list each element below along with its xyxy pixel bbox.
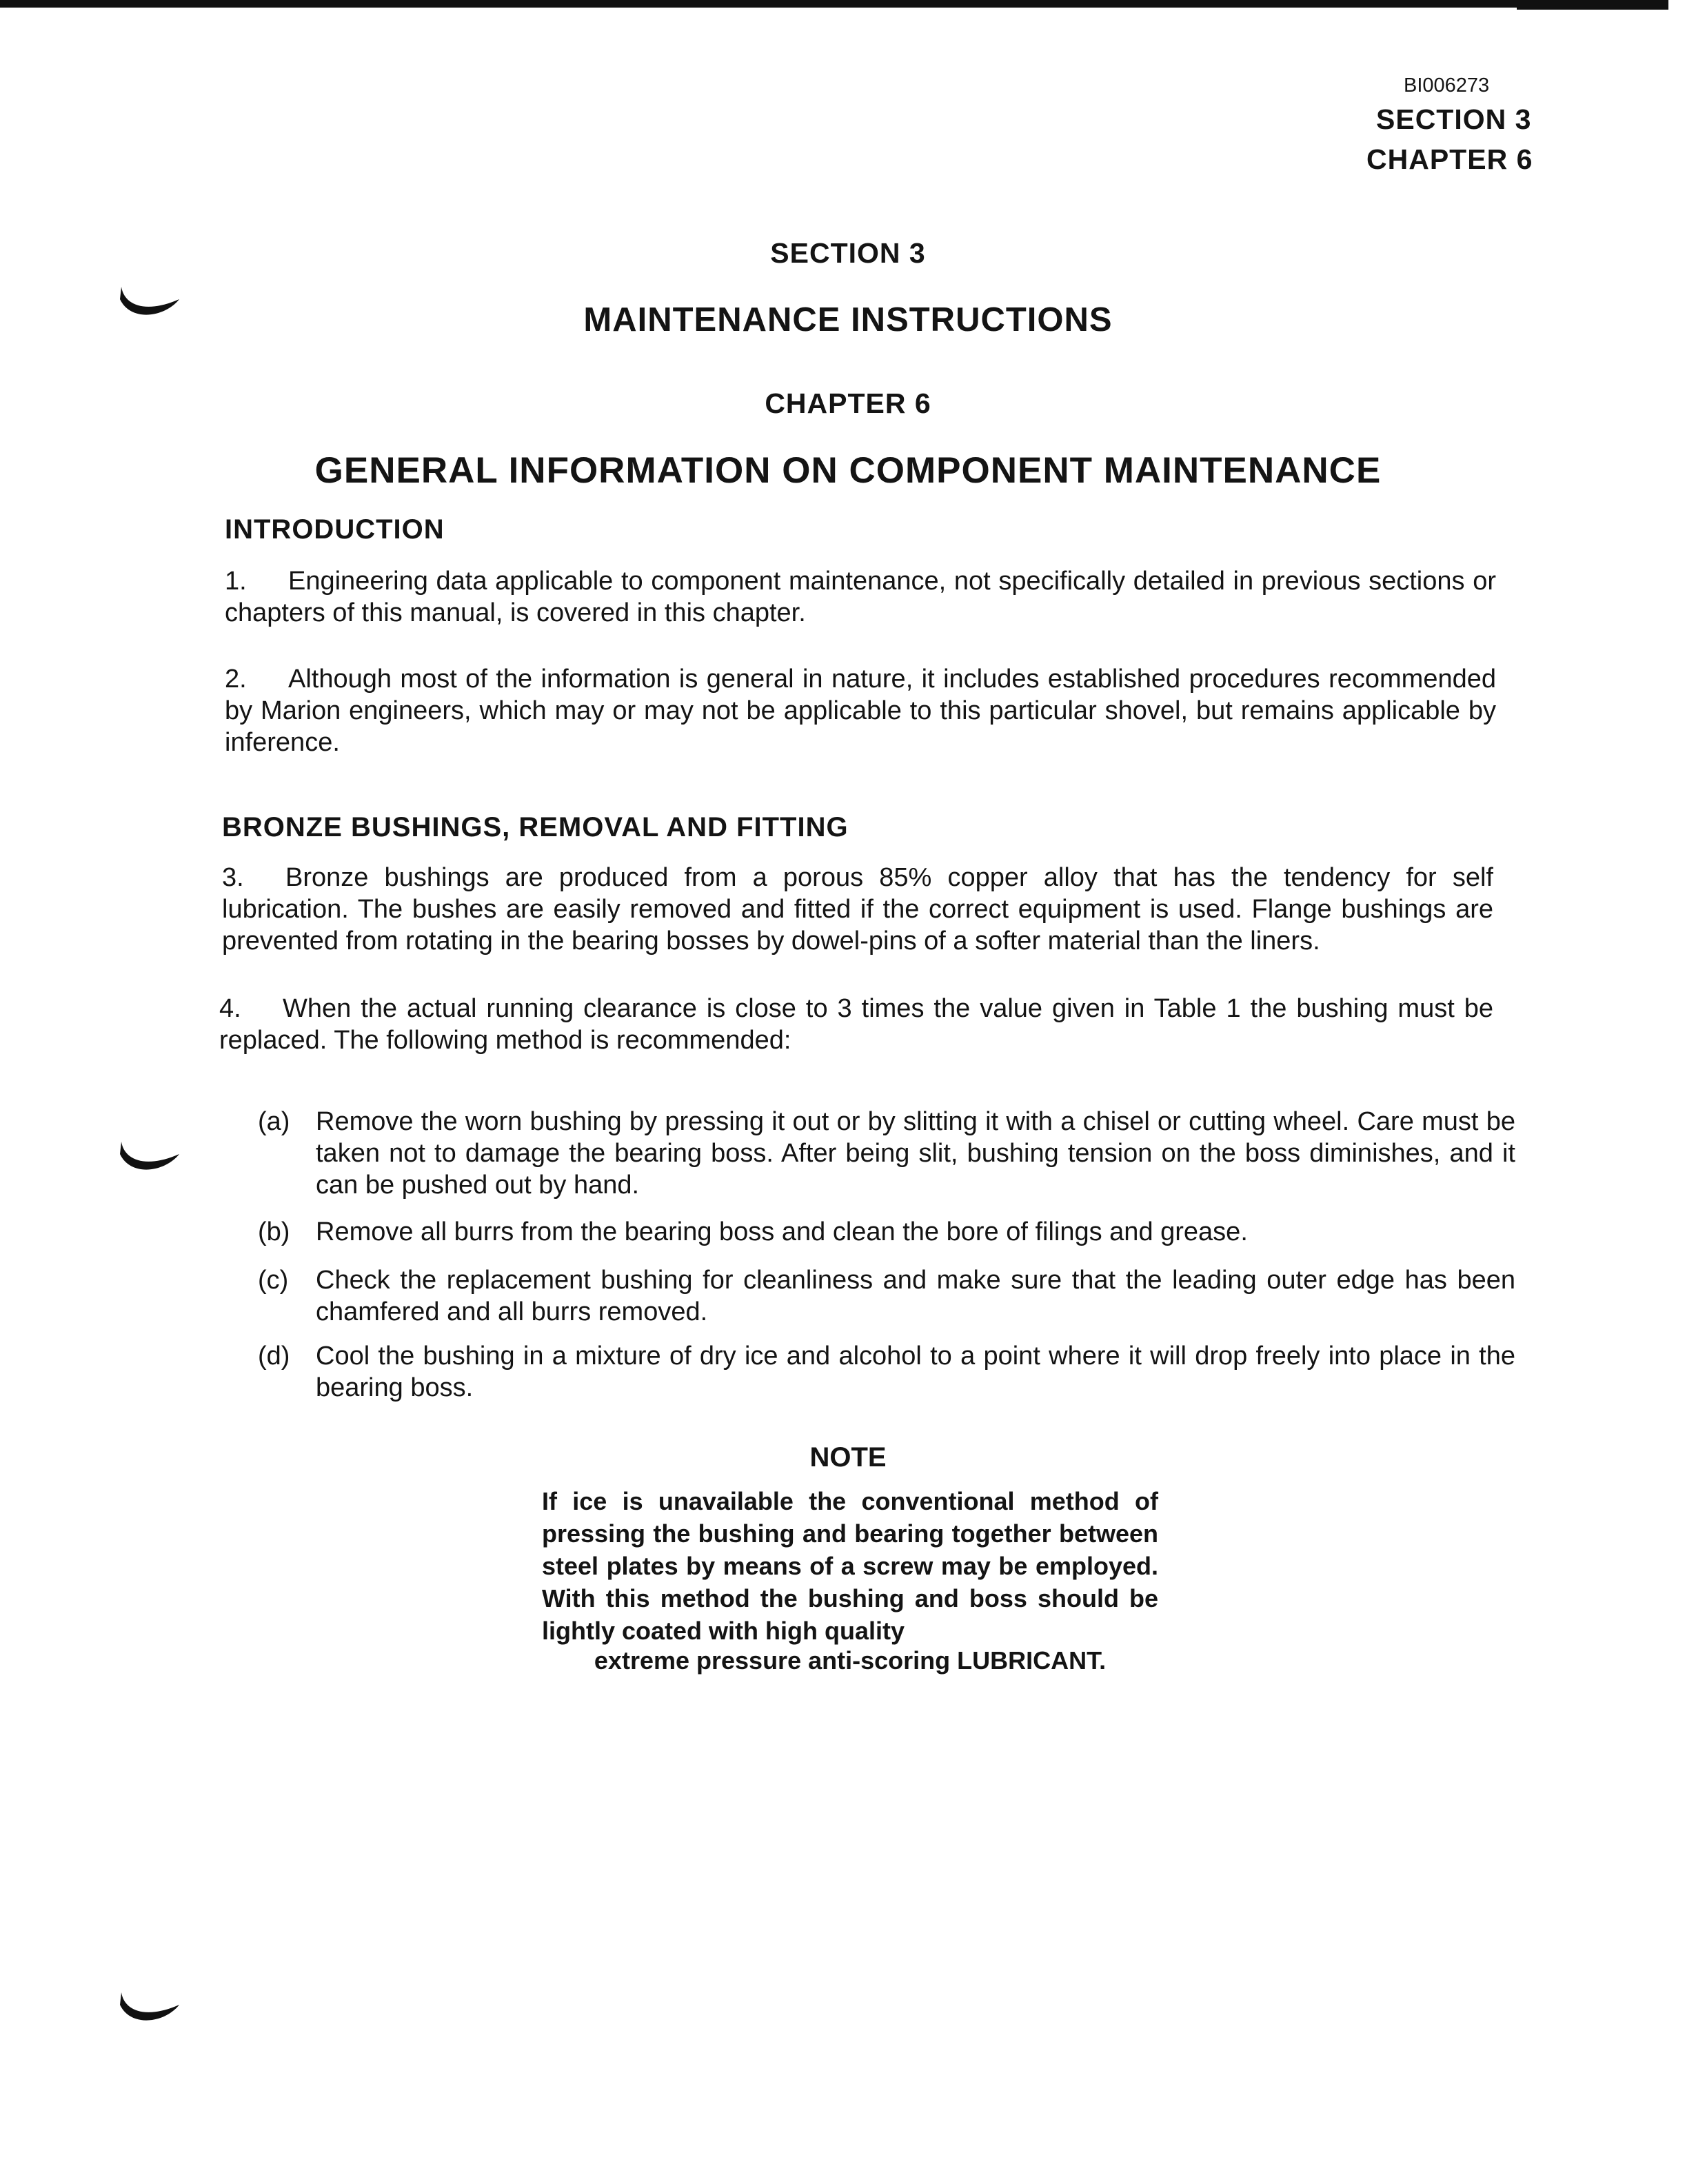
- note-body: If ice is unavailable the conventional method of pressing the bushing and bearing together between steel plates by means of a screw may be employed. With this method the bushing and boss should be lightly coated with high quality: [542, 1487, 1158, 1645]
- paragraph-number: 4.: [219, 994, 241, 1023]
- step-b: [258, 1216, 1515, 1248]
- chapter-title: CHAPTER 6: [765, 387, 931, 419]
- step-label: (a): [258, 1107, 290, 1136]
- paragraph-4: [219, 993, 1493, 1056]
- paragraph-3: [222, 862, 1493, 957]
- paragraph-number: 2.: [225, 665, 247, 694]
- step-label: (b): [258, 1217, 290, 1246]
- header-chapter: CHAPTER 6: [1366, 143, 1533, 175]
- main-title: MAINTENANCE INSTRUCTIONS: [583, 301, 1113, 338]
- hole-punch-mark-icon: [117, 1990, 183, 2027]
- hole-punch-mark-icon: [117, 1139, 183, 1176]
- step-text: Check the replacement bushing for cleanliness and make sure that the leading outer edge has been chamfered and all burrs removed.: [316, 1266, 1515, 1326]
- step-text: Cool the bushing in a mixture of dry ice and alcohol to a point where it will drop freely into place in the bearing boss.: [316, 1342, 1515, 1402]
- note-last-line: extreme pressure anti-scoring LUBRICANT.: [594, 1646, 1107, 1675]
- paragraph-number: 1.: [225, 567, 247, 596]
- bushings-heading: BRONZE BUSHINGS, REMOVAL AND FITTING: [222, 812, 849, 842]
- introduction-heading: INTRODUCTION: [225, 514, 445, 545]
- step-text: Remove the worn bushing by pressing it out or by slitting it with a chisel or cutting wheel. Care must be taken not to damage the bearing boss. After being slit, bushing tension on the boss diminishes, and it can be pushed out by hand.: [316, 1107, 1515, 1200]
- step-label: (d): [258, 1342, 290, 1371]
- paragraph-2: [225, 663, 1496, 758]
- step-d: [258, 1340, 1515, 1404]
- section-title: SECTION 3: [770, 237, 926, 269]
- paragraph-text: Although most of the information is general in nature, it includes established procedures recommended by Marion engineers, which may or may not be applicable to this particular shovel, but remains applicable by inference.: [225, 665, 1496, 757]
- subject-title: GENERAL INFORMATION ON COMPONENT MAINTENANCE: [314, 450, 1382, 491]
- paragraph-text: Engineering data applicable to component maintenance, not specifically detailed in previous sections or chapters of this manual, is covered in this chapter.: [225, 567, 1496, 627]
- step-label: (c): [258, 1266, 289, 1295]
- note-title: NOTE: [809, 1442, 887, 1473]
- step-text: Remove all burrs from the bearing boss and clean the bore of filings and grease.: [316, 1217, 1248, 1246]
- paragraph-1: [225, 565, 1496, 629]
- paragraph-text: When the actual running clearance is close to 3 times the value given in Table 1 the bushing must be replaced. The following method is recommended:: [219, 994, 1493, 1055]
- scan-top-edge: [1517, 6, 1668, 10]
- step-c: [258, 1264, 1515, 1328]
- scan-top-edge: [0, 0, 1668, 8]
- document-id: BI006273: [1404, 74, 1490, 97]
- header-section: SECTION 3: [1376, 103, 1532, 135]
- paragraph-text: Bronze bushings are produced from a porous 85% copper alloy that has the tendency for self lubrication. The bushes are easily removed and fitted if the correct equipment is used. Flange bushings are prevented from rotating in the bearing bosses by dowel-pins of a softer material than the liners.: [222, 863, 1493, 956]
- paragraph-number: 3.: [222, 863, 244, 892]
- step-a: [258, 1106, 1515, 1201]
